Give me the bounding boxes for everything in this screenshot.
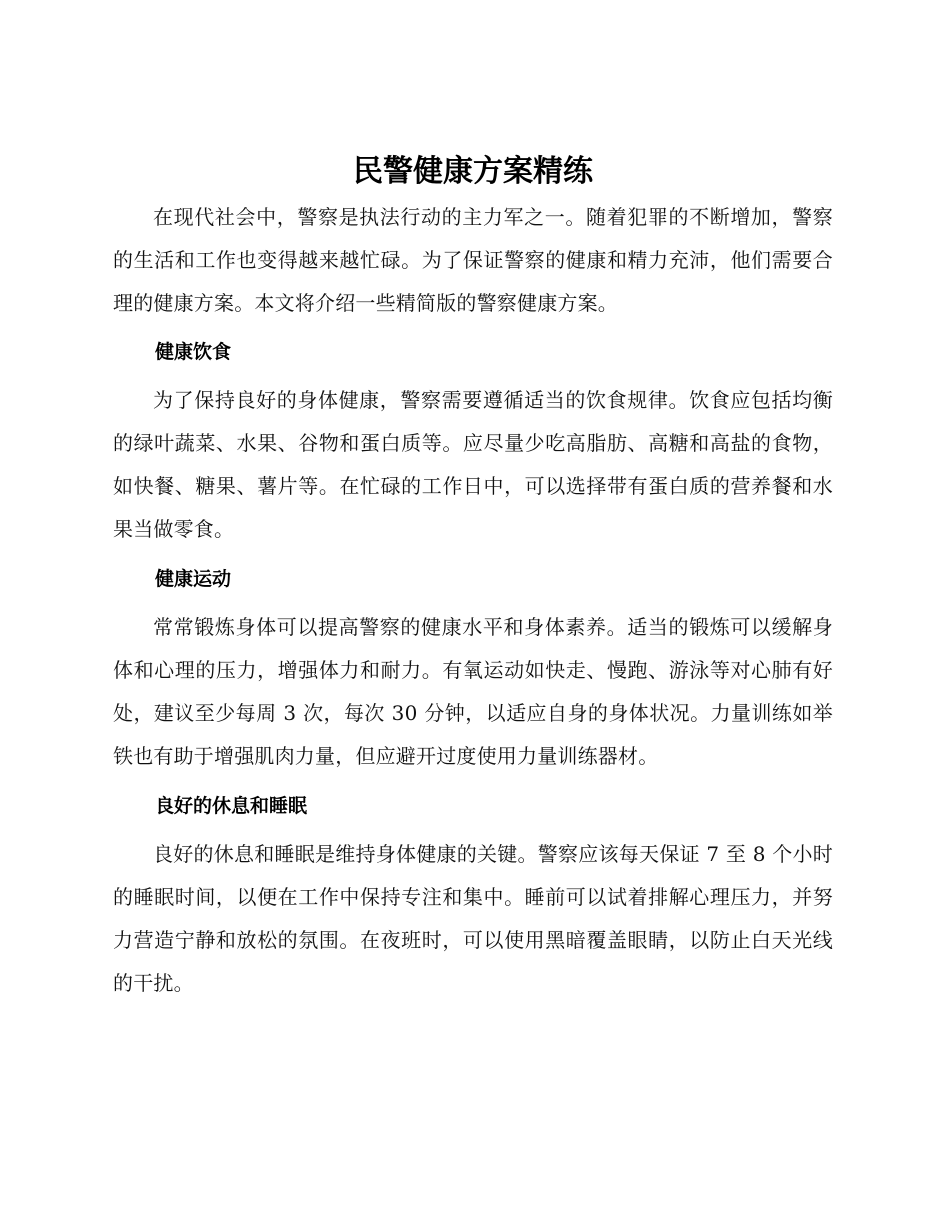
document-page [113,150,833,1005]
intro-paragraph: 在现代社会中，警察是执法行动的主力军之一。随着犯罪的不断增加，警察的生活和工作也变得越来越忙碌。为了保证警察的健康和精力充沛，他们需要合理的健康方案。本文将介绍一些精简版的警察健康方案。 [113,205,833,315]
section-body-diet: 为了保持良好的身体健康，警察需要遵循适当的饮食规律。饮食应包括均衡的绿叶蔬菜、水果、谷物和蛋白质等。应尽量少吃高脂肪、高糖和高盐的食物，如快餐、糖果、薯片等。在忙碌的工作日中，可以选择带有蛋白质的营养餐和水果当做零食。 [113,388,833,541]
document-title: 民警健康方案精练 [353,154,593,189]
section-heading-exercise: 健康运动 [155,568,232,590]
section-heading-rest-sleep: 良好的休息和睡眠 [155,795,308,817]
section-body-exercise: 常常锻炼身体可以提高警察的健康水平和身体素养。适当的锻炼可以缓解身体和心理的压力，增强体力和耐力。有氧运动如快走、慢跑、游泳等对心肺有好处，建议至少每周 3 次，每次 30 分钟，以适应自身的身体状况。力量训练如举铁也有助于增强肌肉力量，但应避开过度使用力量训练器材。 [113,615,833,768]
section-body-rest-sleep: 良好的休息和睡眠是维持身体健康的关键。警察应该每天保证 7 至 8 个小时的睡眠时间，以便在工作中保持专注和集中。睡前可以试着排解心理压力，并努力营造宁静和放松的氛围。在夜班时，可以使用黑暗覆盖眼睛，以防止白天光线的干扰。 [113,842,833,995]
section-heading-diet: 健康饮食 [155,341,232,363]
